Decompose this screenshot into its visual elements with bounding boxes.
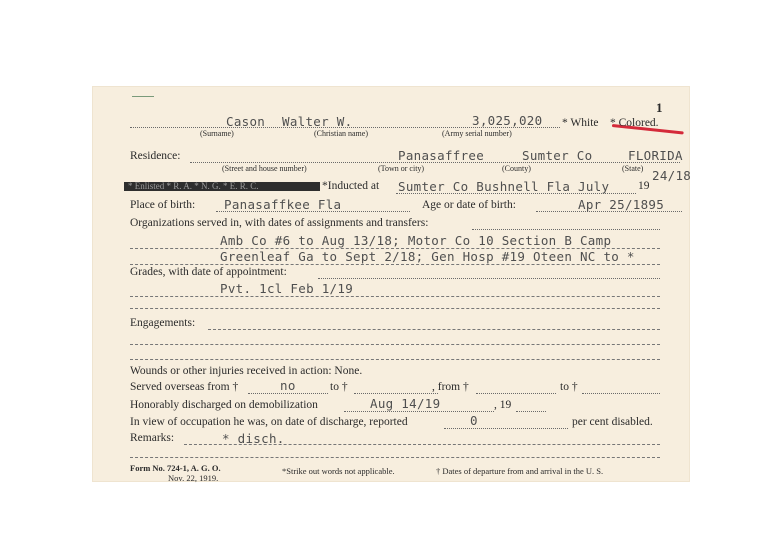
race-colored: * Colored. bbox=[610, 117, 659, 129]
footnote-strike-out: *Strike out words not applicable. bbox=[282, 466, 395, 476]
label-state: (State) bbox=[622, 164, 644, 173]
footnote-dates: † Dates of departure from and arrival in the U. S. bbox=[436, 466, 604, 476]
form-number: Form No. 724-1, A. G. O. bbox=[130, 463, 221, 473]
wounds-label: Wounds or other injuries received in action: None. bbox=[130, 365, 363, 377]
birthdate-label: Age or date of birth: bbox=[422, 199, 516, 211]
serial-number-value: 3,025,020 bbox=[472, 113, 543, 128]
service-record-card bbox=[92, 86, 690, 482]
label-town: (Town or city) bbox=[378, 164, 425, 173]
label-street: (Street and house number) bbox=[222, 164, 307, 173]
grades-underline-2 bbox=[130, 308, 660, 309]
christian-name-value: Walter W. bbox=[282, 114, 353, 129]
grades-value: Pvt. 1cl Feb 1/19 bbox=[220, 281, 354, 296]
residence-county: Sumter Co bbox=[522, 148, 593, 163]
remarks-underline-1 bbox=[130, 457, 660, 458]
engagements-underline-1 bbox=[130, 344, 660, 345]
discharge-year-label: , 19 bbox=[494, 399, 512, 411]
page-number: 1 bbox=[656, 100, 663, 115]
inducted-year-prefix: 19 bbox=[638, 180, 650, 192]
overseas-label: Served overseas from † bbox=[130, 381, 239, 393]
label-county: (County) bbox=[502, 164, 531, 173]
engagements-underline-2 bbox=[130, 359, 660, 360]
inducted-label: *Inducted at bbox=[322, 180, 380, 192]
birthplace-label: Place of birth: bbox=[130, 199, 196, 211]
green-ink-mark bbox=[132, 96, 154, 97]
overseas-to-label: to † bbox=[330, 381, 348, 393]
residence-state: FLORIDA bbox=[628, 148, 683, 163]
grades-underline-1 bbox=[130, 296, 660, 297]
inducted-place: Sumter Co Bushnell Fla July bbox=[398, 179, 610, 194]
overseas-from2-label: , from † bbox=[432, 381, 469, 393]
grades-label: Grades, with date of appointment: bbox=[130, 266, 287, 278]
organizations-line-2: Greenleaf Ga to Sept 2/18; Gen Hosp #19 Oteen NC to * bbox=[220, 249, 635, 264]
discharge-value: Aug 14/19 bbox=[370, 396, 441, 411]
residence-label: Residence: bbox=[130, 150, 181, 162]
remarks-label: Remarks: bbox=[130, 432, 175, 444]
birthplace-value: Panasaffkee Fla bbox=[224, 197, 342, 212]
form-date: Nov. 22, 1919. bbox=[168, 473, 219, 483]
overseas-from-value: no bbox=[280, 378, 296, 393]
remarks-value: * disch. bbox=[222, 431, 285, 446]
overseas-from-underline bbox=[248, 393, 328, 394]
label-surname: (Surname) bbox=[200, 129, 234, 138]
discharge-label: Honorably discharged on demobilization bbox=[130, 399, 318, 411]
engagements-label: Engagements: bbox=[130, 317, 196, 329]
disability-label: In view of occupation he was, on date of discharge, reported bbox=[130, 416, 408, 428]
surname-value: Cason bbox=[226, 114, 266, 129]
overseas-from2-underline bbox=[476, 393, 556, 394]
grades-underline-0 bbox=[318, 278, 660, 279]
label-christian-name: (Christian name) bbox=[314, 129, 368, 138]
birthdate-value: Apr 25/1895 bbox=[578, 197, 665, 212]
overseas-to2-label: to † bbox=[560, 381, 578, 393]
organizations-line-1: Amb Co #6 to Aug 13/18; Motor Co 10 Section B Camp bbox=[220, 233, 612, 248]
overseas-to2-underline bbox=[582, 393, 660, 394]
inducted-date-suffix: 24/18 bbox=[652, 168, 692, 183]
organizations-label: Organizations served in, with dates of assignments and transfers: bbox=[130, 217, 429, 229]
discharge-underline bbox=[344, 411, 494, 412]
discharge-year-underline bbox=[516, 411, 546, 412]
label-serial-number: (Army serial number) bbox=[442, 129, 512, 138]
organizations-underline-2 bbox=[130, 264, 660, 265]
disability-suffix: per cent disabled. bbox=[572, 416, 653, 428]
race-white: * White bbox=[562, 117, 599, 129]
disability-value: 0 bbox=[470, 413, 478, 428]
residence-town: Panasaffree bbox=[398, 148, 485, 163]
organizations-underline-0 bbox=[472, 229, 660, 230]
engagements-underline-0 bbox=[208, 329, 660, 330]
disability-underline bbox=[444, 428, 568, 429]
redacted-enlisted-bar: * Enlisted * R. A. * N. G. * E. R. C. bbox=[124, 182, 320, 191]
overseas-to-underline bbox=[354, 393, 438, 394]
